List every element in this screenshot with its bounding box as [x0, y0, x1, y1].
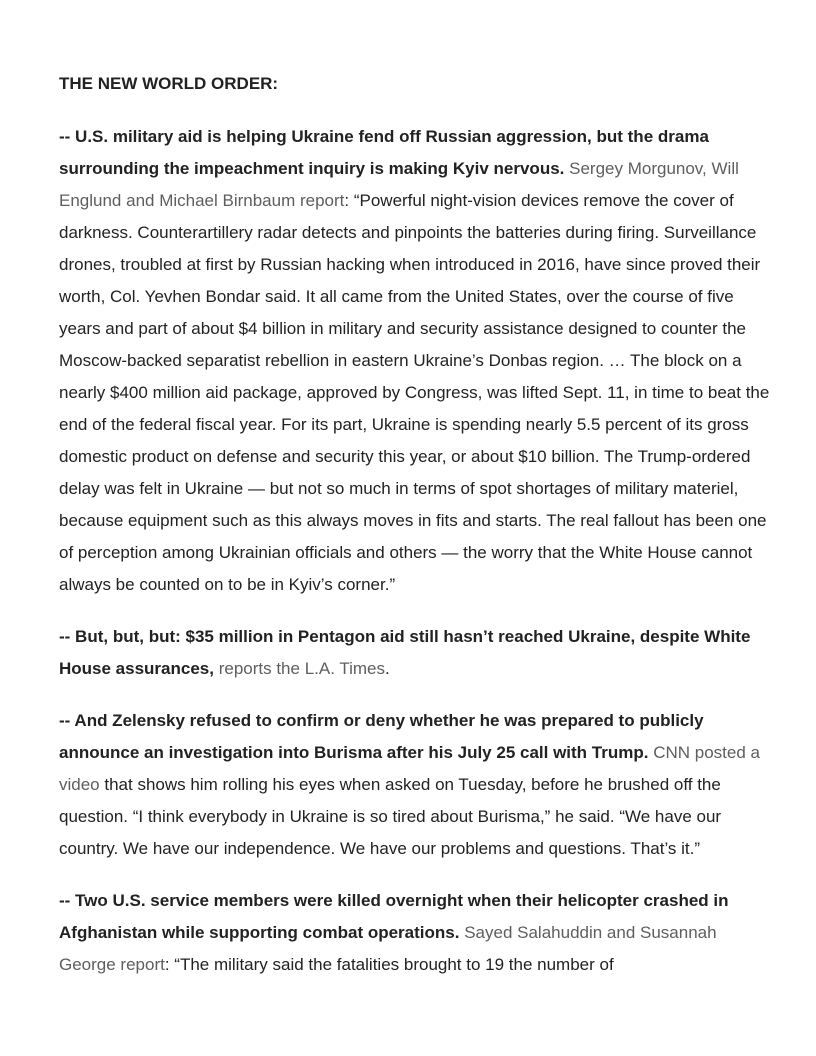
- item-lede: -- But, but, but: $35 million in Pentagon aid still hasn’t reached Ukraine, despite White House assurances,: [59, 627, 751, 678]
- item-body: : “The military said the fatalities brought to 19 the number of: [164, 955, 614, 974]
- item-lede: -- Two U.S. service members were killed overnight when their helicopter crashed in Afghanistan while supporting combat operations.: [59, 891, 729, 942]
- item-source-link[interactable]: reports the L.A. Times: [218, 659, 385, 678]
- item-body: that shows him rolling his eyes when asked on Tuesday, before he brushed off the question. “I think everybody in Ukraine is so tired about Burisma,” he said. “We have our country. We have our independence. We have our problems and questions. That’s it.”: [59, 775, 722, 858]
- item-lede: -- U.S. military aid is helping Ukraine fend off Russian aggression, but the drama surrounding the impeachment inquiry is making Kyiv nervous.: [59, 127, 709, 178]
- article-content: [59, 68, 771, 1001]
- news-item-ukraine-aid: [59, 121, 771, 601]
- section-heading: THE NEW WORLD ORDER:: [59, 74, 279, 93]
- item-source-link[interactable]: CNN posted a video: [59, 743, 760, 794]
- item-source-link[interactable]: Sayed Salahuddin and Susannah George report: [59, 923, 717, 974]
- item-source-link[interactable]: Sergey Morgunov, Will Englund and Michael Birnbaum report: [59, 159, 739, 210]
- item-body: .: [385, 659, 390, 678]
- news-item-afghanistan: [59, 885, 771, 981]
- item-lede: -- And Zelensky refused to confirm or deny whether he was prepared to publicly announce an investigation into Burisma after his July 25 call with Trump.: [59, 711, 704, 762]
- news-item-zelensky: [59, 705, 771, 865]
- news-item-pentagon-aid: [59, 621, 771, 685]
- item-body: : “Powerful night-vision devices remove the cover of darkness. Counterartillery radar detects and pinpoints the batteries during firing. Surveillance drones, troubled at first by Russian hacking when introduced in 2016, have since proved their worth, Col. Yevhen Bondar said. It all came from the United States, over the course of five years and part of about $4 billion in military and security assistance designed to counter the Moscow-backed separatist rebellion in eastern Ukraine’s Donbas region. … The block on a nearly $400 million aid package, approved by Congress, was lifted Sept. 11, in time to beat the end of the federal fiscal year. For its part, Ukraine is spending nearly 5.5 percent of its gross domestic product on defense and security this year, or about $10 billion. The Trump-ordered delay was felt in Ukraine — but not so much in terms of spot shortages of military materiel, because equipment such as this always moves in fits and starts. The real fallout has been one of perception among Ukrainian officials and others — the worry that the White House cannot always be counted on to be in Kyiv’s corner.”: [59, 191, 770, 594]
